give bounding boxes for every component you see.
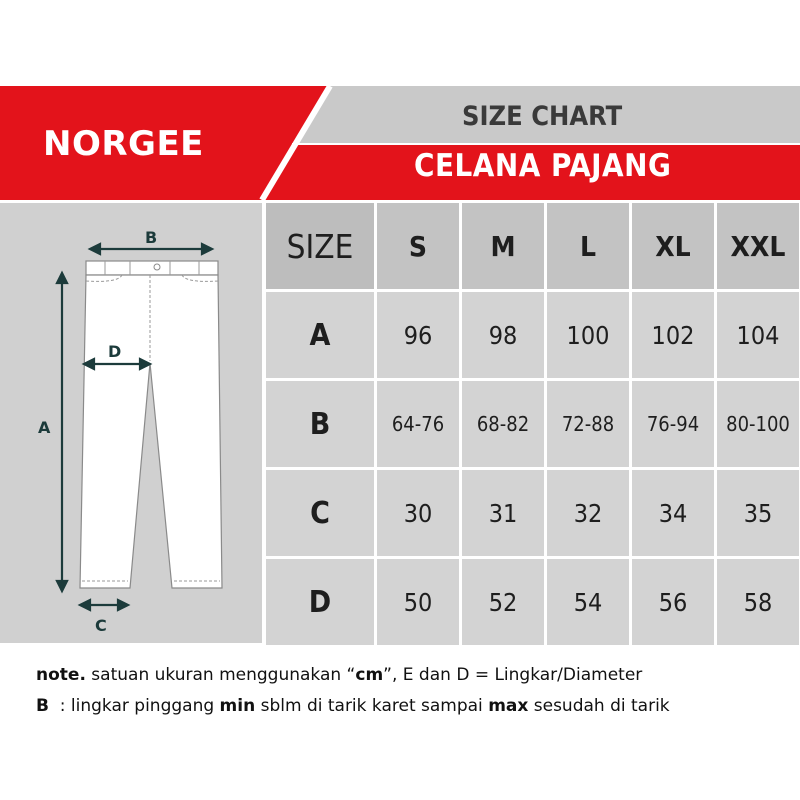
- chart-title: SIZE CHART: [462, 101, 623, 132]
- table-cell: 76-94: [632, 381, 714, 467]
- note-line-1: [36, 660, 796, 691]
- note-unit: cm: [355, 665, 384, 685]
- note-max: max: [488, 696, 529, 716]
- size-header: SIZE: [266, 203, 374, 289]
- table-cell: 58: [717, 559, 799, 645]
- table-cell: 56: [632, 559, 714, 645]
- table-cell: 35: [717, 470, 799, 556]
- label-c: C: [95, 616, 107, 635]
- chart-subtitle: CELANA PAJANG: [414, 148, 672, 184]
- table-cell: 50: [377, 559, 459, 645]
- note-prefix: note.: [36, 665, 86, 685]
- size-table: [266, 203, 799, 645]
- pants-illustration: [0, 203, 262, 643]
- table-cell: 98: [462, 292, 544, 378]
- note-line-2: [36, 691, 796, 722]
- size-col-s: S: [377, 203, 459, 289]
- note-text: sesudah di tarik: [528, 696, 670, 716]
- row-label-c: C: [266, 470, 374, 556]
- size-col-m: M: [462, 203, 544, 289]
- note-text: ”, E dan D = Lingkar/Diameter: [383, 665, 643, 685]
- table-cell: 52: [462, 559, 544, 645]
- pants-diagram: [0, 203, 262, 643]
- table-cell: 30: [377, 470, 459, 556]
- brand-logo: NORGEE: [43, 124, 204, 164]
- table-cell: 72-88: [547, 381, 629, 467]
- note-label-b: B: [36, 696, 49, 716]
- table-cell: 54: [547, 559, 629, 645]
- table-cell: 102: [632, 292, 714, 378]
- table-cell: 104: [717, 292, 799, 378]
- label-a: A: [38, 418, 51, 437]
- note-text: : lingkar pinggang: [48, 696, 220, 716]
- row-label-b: B: [266, 381, 374, 467]
- size-col-l: L: [547, 203, 629, 289]
- size-col-xxl: XXL: [717, 203, 799, 289]
- label-d: D: [108, 342, 122, 361]
- table-cell: 64-76: [377, 381, 459, 467]
- note-min: min: [219, 696, 256, 716]
- table-cell: 32: [547, 470, 629, 556]
- table-cell: 80-100: [717, 381, 799, 467]
- table-cell: 31: [462, 470, 544, 556]
- row-label-a: A: [266, 292, 374, 378]
- label-b: B: [145, 228, 158, 247]
- table-cell: 34: [632, 470, 714, 556]
- size-col-xl: XL: [632, 203, 714, 289]
- notes: [36, 660, 796, 722]
- table-cell: 100: [547, 292, 629, 378]
- row-label-d: D: [266, 559, 374, 645]
- table-cell: 96: [377, 292, 459, 378]
- table-cell: 68-82: [462, 381, 544, 467]
- note-text: sblm di tarik karet sampai: [255, 696, 489, 716]
- note-text: satuan ukuran menggunakan “: [85, 665, 356, 685]
